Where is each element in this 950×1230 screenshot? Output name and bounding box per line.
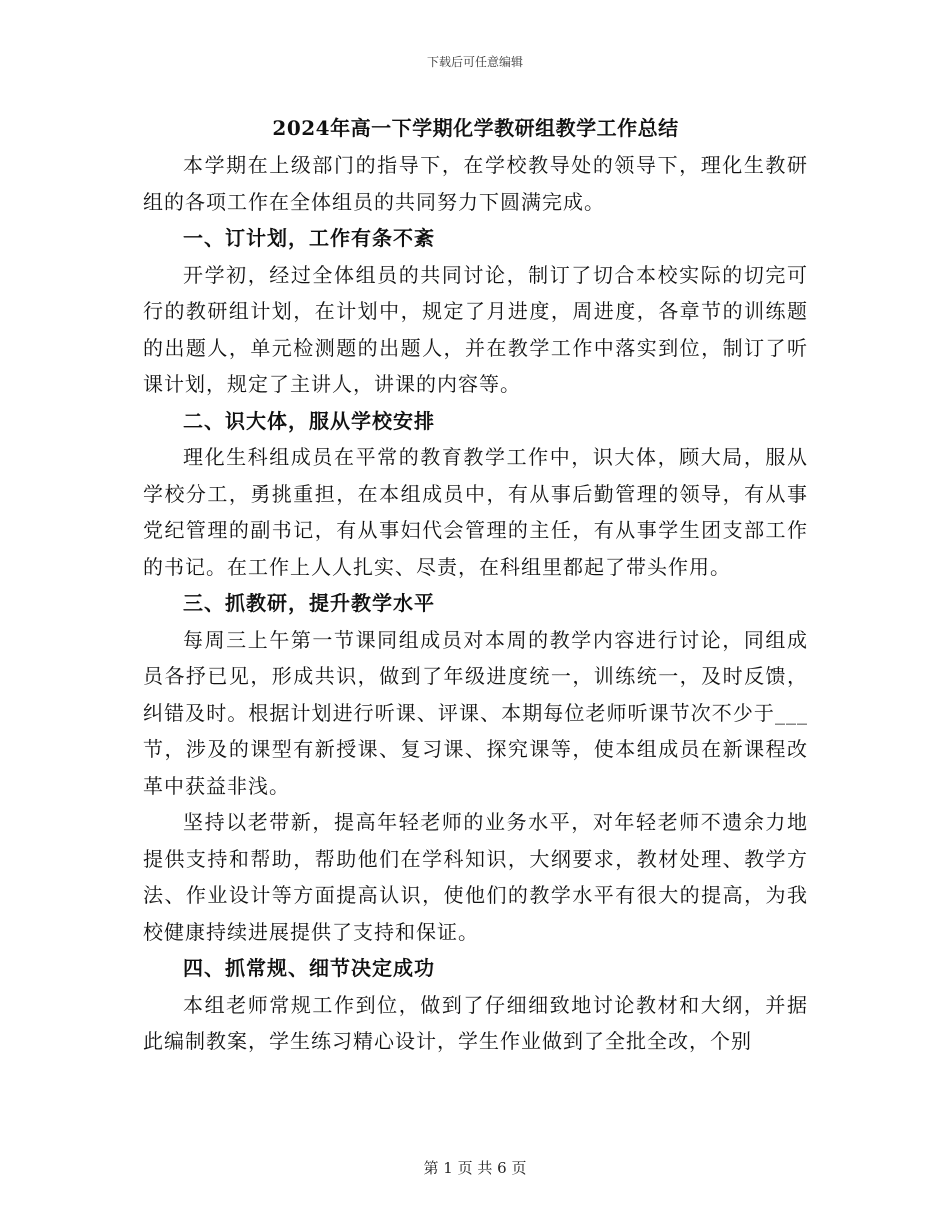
section-3-paragraph-2: 坚持以老带新，提高年轻老师的业务水平，对年轻老师不遗余力地提供支持和帮助，帮助他们在学科知识，大纲要求，教材处理、教学方法、作业设计等方面提高认识，使他们的教学水平有很大的提高，为我校健康持续进展提供了支持和保证。 bbox=[143, 810, 808, 944]
section-4-paragraph: 本组老师常规工作到位，做到了仔细细致地讨论教材和大纲，并据此编制教案，学生练习精心设计，学生作业做到了全批全改，个别 bbox=[143, 992, 808, 1053]
page-header-note: 下载后可任意编辑 bbox=[426, 55, 523, 69]
section-1-paragraph: 开学初，经过全体组员的共同讨论，制订了切合本校实际的切完可行的教研组计划，在计划中，规定了月进度，周进度，各章节的训练题的出题人，单元检测题的出题人，并在教学工作中落实到位，制订了听课计划，规定了主讲人，讲课的内容等。 bbox=[143, 262, 808, 396]
intro-paragraph: 本学期在上级部门的指导下，在学校教导处的领导下，理化生教研组的各项工作在全体组员的共同努力下圆满完成。 bbox=[143, 153, 808, 214]
document-title: 2024年高一下学期化学教研组教学工作总结 bbox=[272, 116, 679, 140]
section-heading-3: 三、抓教研，提升教学水平 bbox=[183, 591, 435, 615]
section-heading-4: 四、抓常规、细节决定成功 bbox=[183, 956, 435, 980]
section-heading-1: 一、订计划，工作有条不紊 bbox=[183, 226, 435, 250]
page-number-footer: 第 1 页 共 6 页 bbox=[423, 1159, 527, 1177]
section-3-paragraph-1: 每周三上午第一节课同组成员对本周的教学内容进行讨论，同组成员各抒已见，形成共识，做到了年级进度统一，训练统一，及时反馈，纠错及时。根据计划进行听课、评课、本期每位老师听课节次不少于___节，涉及的课型有新授课、复习课、探究课等，使本组成员在新课程改革中获益非浅。 bbox=[143, 627, 808, 798]
section-heading-2: 二、识大体，服从学校安排 bbox=[183, 408, 435, 433]
document-body bbox=[143, 113, 808, 1060]
section-2-paragraph: 理化生科组成员在平常的教育教学工作中，识大体，顾大局，服从学校分工，勇挑重担，在本组成员中，有从事后勤管理的领导，有从事党纪管理的副书记，有从事妇代会管理的主任，有从事学生团支部工作的书记。在工作上人人扎实、尽责，在科组里都起了带头作用。 bbox=[143, 445, 808, 579]
